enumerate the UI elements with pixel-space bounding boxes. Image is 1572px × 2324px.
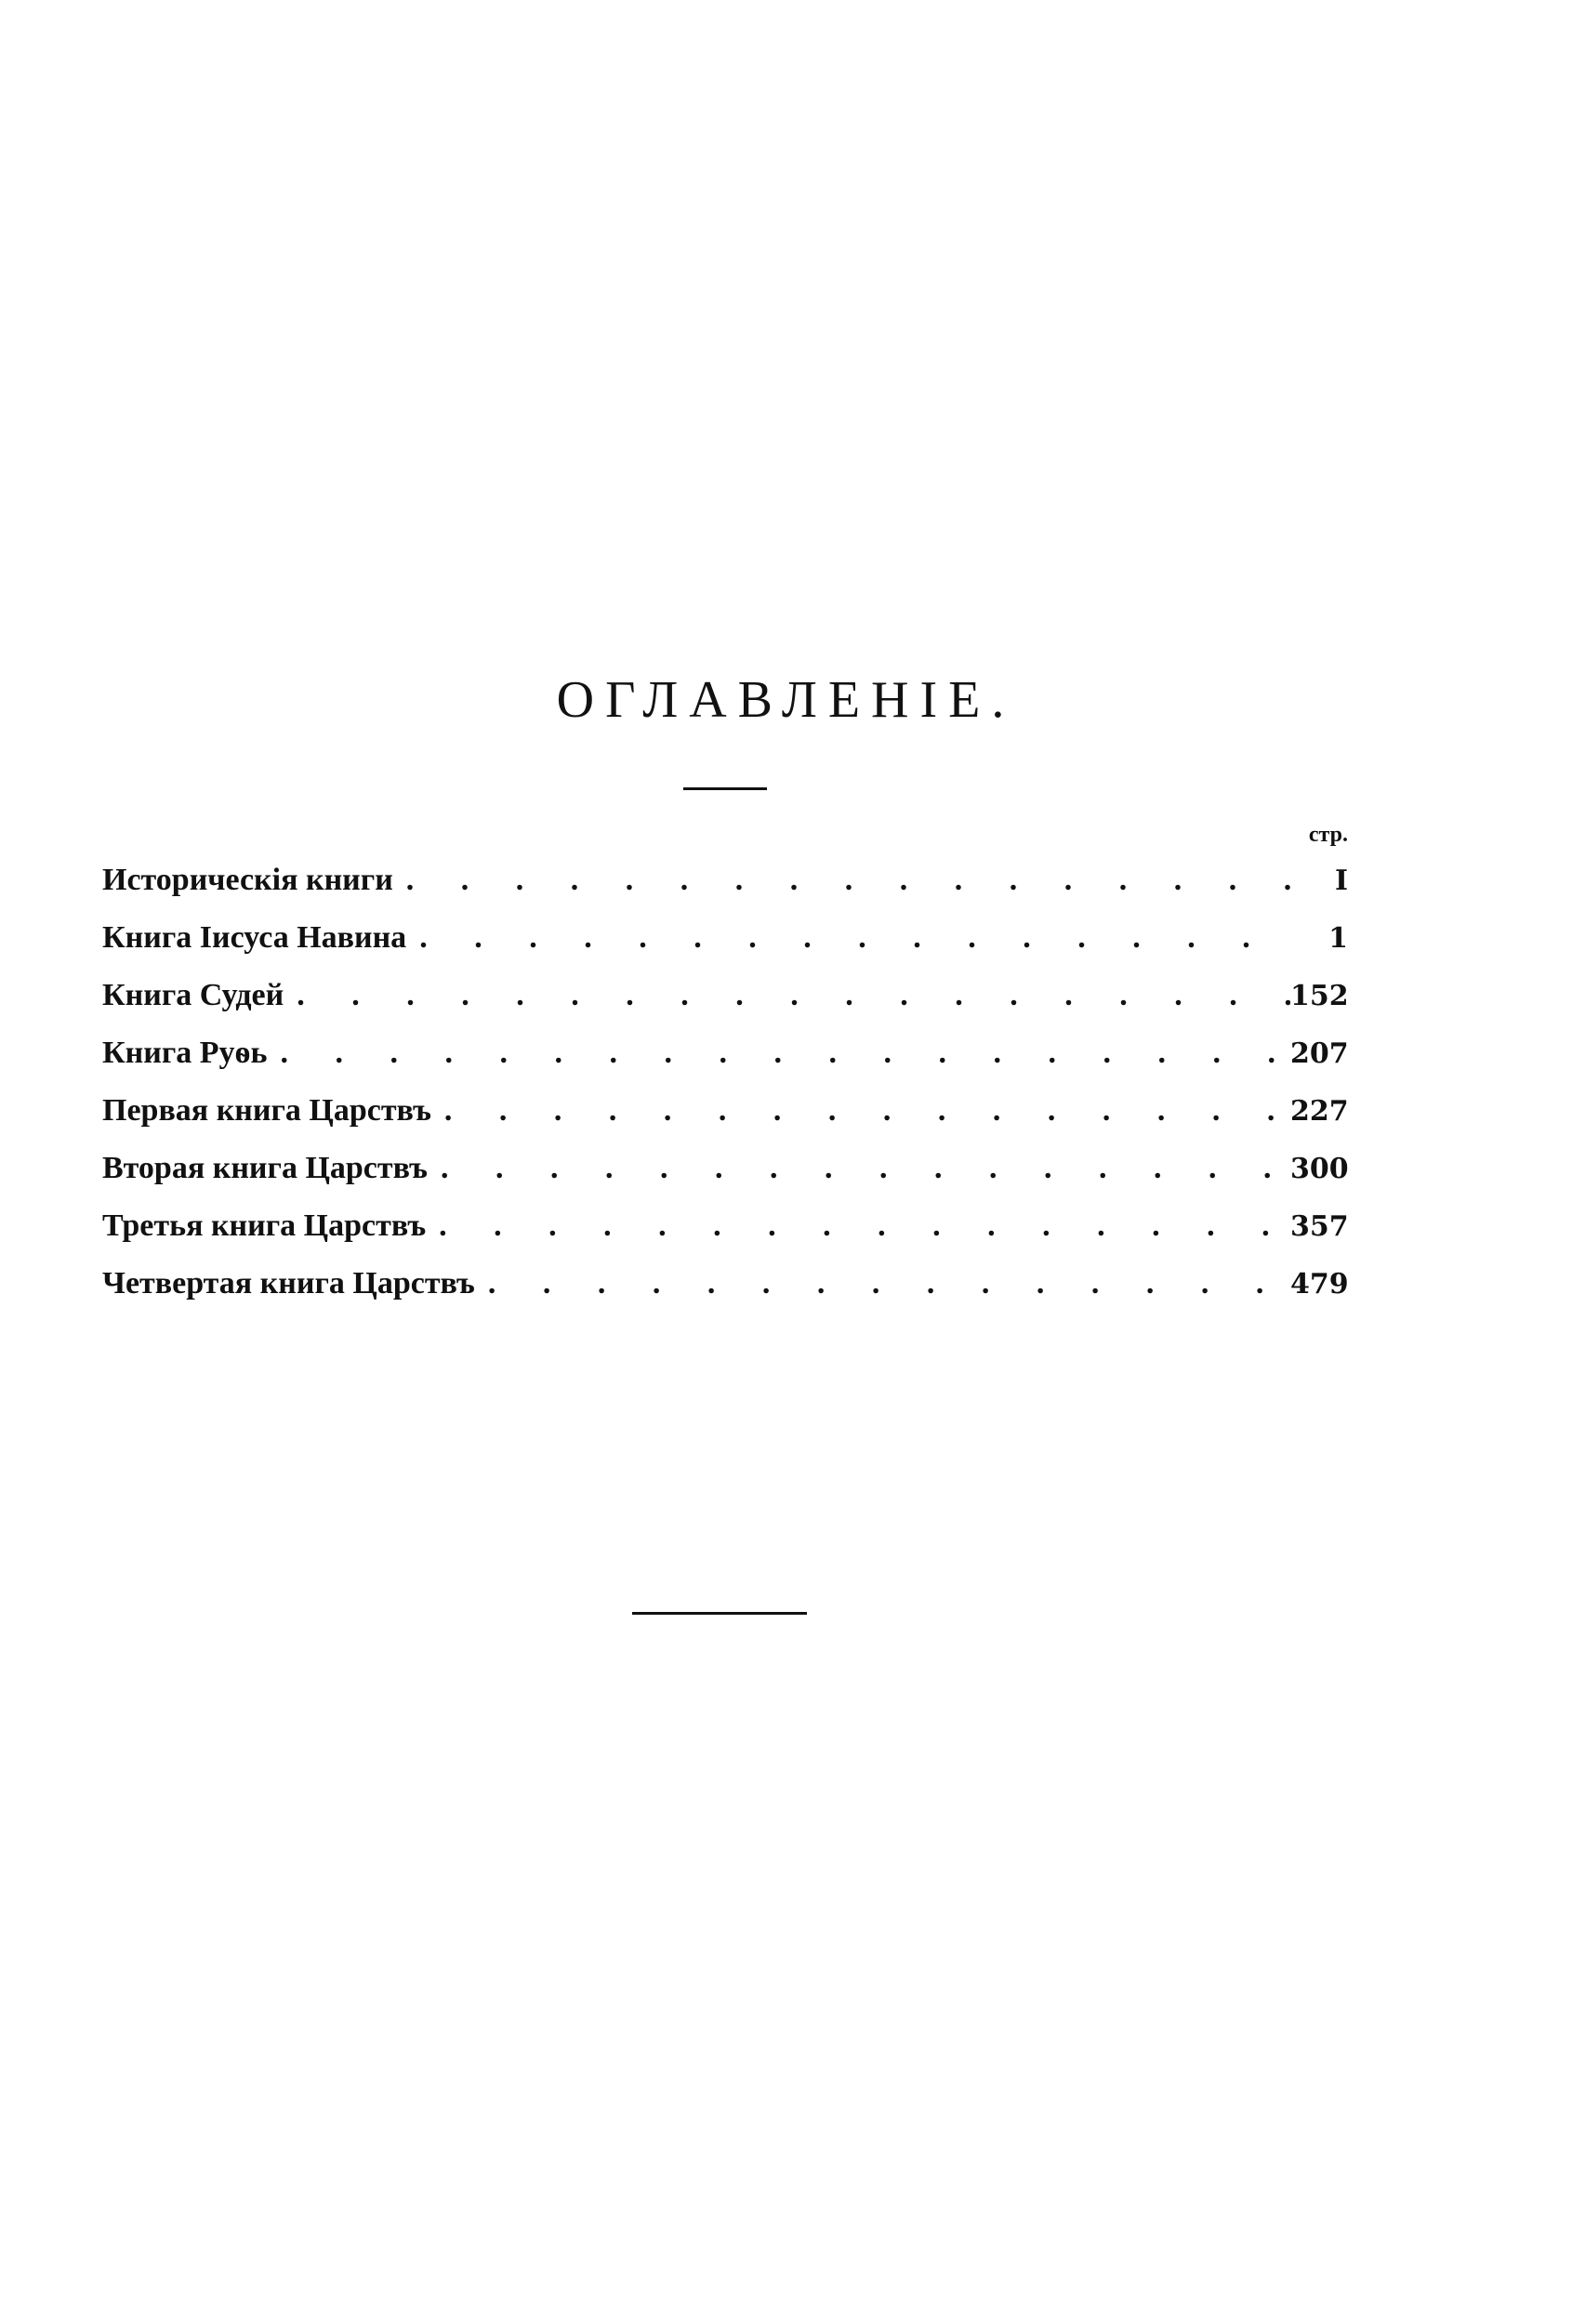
toc-entry-title: Четвертая книга Царствъ — [102, 1266, 475, 1301]
toc-entry-page: 152 — [1290, 980, 1349, 1012]
toc-entry-page: I — [1334, 865, 1348, 897]
closing-rule — [632, 1612, 807, 1615]
toc-entry — [102, 1140, 1348, 1197]
toc-entry-page: 479 — [1290, 1268, 1349, 1301]
toc-entry-title: Книга Судей — [102, 978, 284, 1012]
page-column-label: стр. — [1308, 823, 1348, 847]
dot-leader — [488, 1255, 1290, 1313]
dot-leader — [441, 1140, 1290, 1197]
dot-leader — [444, 1082, 1290, 1140]
toc-entry-title: Первая книга Царствъ — [102, 1093, 431, 1128]
dot-leader — [297, 967, 1290, 1024]
toc-entry — [102, 1255, 1348, 1313]
title-underline — [683, 787, 767, 790]
dot-leader — [406, 852, 1290, 909]
toc-entry — [102, 967, 1348, 1024]
page-title: ОГЛАВЛЕНІЕ. — [556, 671, 1016, 729]
toc-entry — [102, 909, 1348, 967]
dot-leader — [281, 1024, 1290, 1082]
toc-entry-title: Третья книга Царствъ — [102, 1208, 427, 1243]
toc-entry-title: Историческія книги — [102, 863, 393, 897]
toc-entry — [102, 1197, 1348, 1255]
table-of-contents — [102, 852, 1348, 1313]
dot-leader — [439, 1197, 1290, 1255]
toc-entry-page: 300 — [1290, 1153, 1349, 1185]
toc-entry-title: Вторая книга Царствъ — [102, 1151, 428, 1185]
toc-entry-page: 207 — [1290, 1037, 1349, 1070]
toc-entry — [102, 1024, 1348, 1082]
toc-entry-title: Книга Іисуса Навина — [102, 920, 407, 955]
toc-entry-page: 357 — [1290, 1210, 1349, 1243]
dot-leader — [419, 909, 1290, 967]
toc-entry-title: Книга Руѳь — [102, 1036, 268, 1070]
toc-entry-page: 227 — [1290, 1095, 1349, 1128]
toc-entry-page: 1 — [1328, 922, 1348, 955]
toc-entry — [102, 852, 1348, 909]
toc-entry — [102, 1082, 1348, 1140]
